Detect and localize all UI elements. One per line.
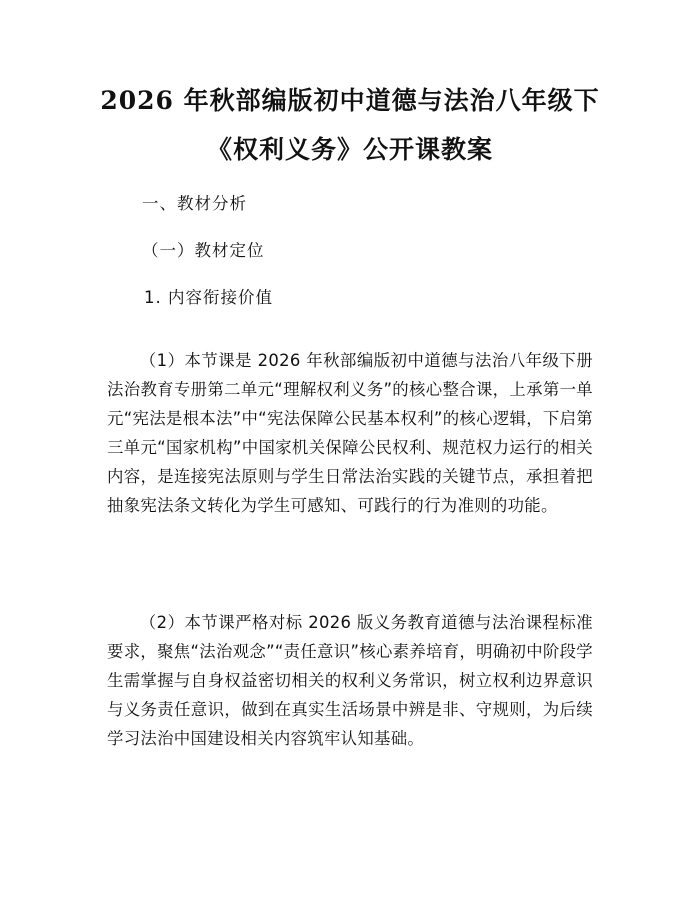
subsection-heading-textbook-positioning: （一）教材定位 xyxy=(142,241,265,260)
paragraph-2: （2）本节课严格对标 2026 版义务教育道德与法治课程标准要求，聚焦“法治观念”“责任意识”核心素养培育，明确初中阶段学生需掌握与自身权益密切相关的权利义务常识，树立权利边界意识与义务责任意识，做到在真实生活场景中辨是非、守规则，为后续学习法治中国建设相关内容筑牢认知基础。 xyxy=(107,613,593,749)
item-heading-content-connection-value: 1. 内容衔接价值 xyxy=(144,288,273,307)
document-title-line-2: 《权利义务》公开课教案 xyxy=(206,135,493,164)
document-title-line-1: 2026 年秋部编版初中道德与法治八年级下 xyxy=(100,86,600,115)
paragraph-1: （1）本节课是 2026 年秋部编版初中道德与法治八年级下册法治教育专册第二单元“理解权利义务”的核心整合课，上承第一单元“宪法是根本法”中“宪法保障公民基本权利”的核心逻辑，下启第三单元“国家机构”中国家机关保障公民权利、规范权力运行的相关内容，是连接宪法原则与学生日常法治实践的关键节点，承担着把抽象宪法条文转化为学生可感知、可践行的行为准则的功能。 xyxy=(107,351,593,516)
section-heading-textbook-analysis: 一、教材分析 xyxy=(142,194,247,213)
